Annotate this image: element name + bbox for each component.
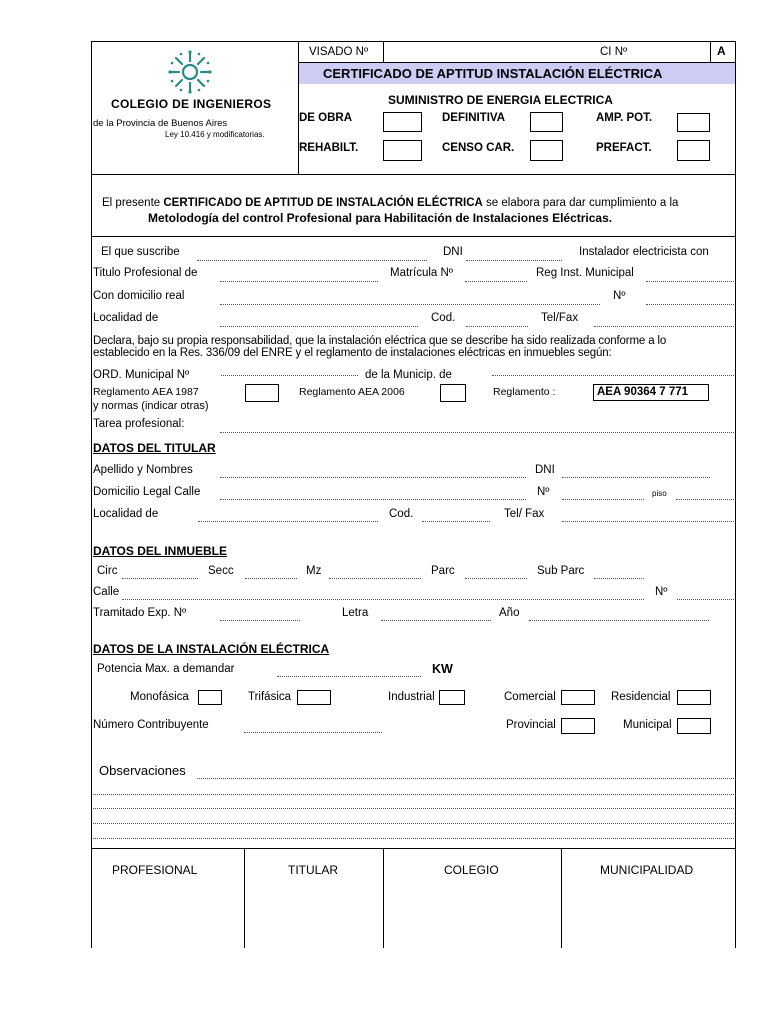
localidad-field[interactable] [220, 326, 418, 327]
titular-numero-field[interactable] [562, 499, 644, 500]
reg-inst-label: Reg Inst. Municipal [536, 267, 634, 279]
domicilio-label: Con domicilio real [93, 290, 185, 302]
opt-definitiva-label: DEFINITIVA [442, 112, 506, 124]
titular-domicilio-field[interactable] [220, 499, 526, 500]
circ-field[interactable] [122, 578, 198, 579]
letter-divider [710, 41, 711, 62]
opt-prefact-checkbox[interactable] [677, 140, 710, 161]
titular-dni-label: DNI [535, 464, 555, 476]
titular-dni-field[interactable] [562, 477, 710, 478]
titulo-field[interactable] [220, 281, 378, 282]
tarea-label: Tarea profesional: [93, 418, 185, 430]
secc-field[interactable] [245, 578, 297, 579]
industrial-checkbox[interactable] [439, 690, 465, 705]
opt-de-obra-checkbox[interactable] [383, 112, 422, 132]
declara-line-1: Declara, bajo su propia responsabilidad, que la instalación eléctrica que se describe ha sido realizada conforme a lo [93, 335, 667, 347]
ci-label: CI Nº [600, 46, 628, 58]
titular-heading: DATOS DEL TITULAR [93, 441, 216, 455]
municipal-label: Municipal [623, 719, 672, 731]
mz-field[interactable] [329, 578, 421, 579]
parc-field[interactable] [465, 578, 527, 579]
titular-cod-label: Cod. [389, 508, 414, 520]
trifasica-label: Trifásica [248, 691, 292, 703]
tarea-field[interactable] [220, 432, 734, 433]
header-bottom [91, 174, 736, 175]
telfax-label: Tel/Fax [541, 312, 579, 324]
subparc-field[interactable] [594, 578, 644, 579]
page-subtitle: SUMINISTRO DE ENERGIA ELECTRICA [388, 93, 613, 107]
residencial-label: Residencial [611, 691, 671, 703]
firma-colegio-label: COLEGIO [444, 863, 499, 877]
circ-label: Circ [97, 565, 118, 577]
letra-field[interactable] [381, 620, 491, 621]
titulo-label: Titulo Profesional de [93, 267, 198, 279]
titular-domicilio-label: Domicilio Legal Calle [93, 486, 201, 498]
opt-censo-car-label: CENSO CAR. [442, 142, 515, 154]
reg-inst-field[interactable] [646, 281, 734, 282]
titular-cod-field[interactable] [422, 521, 490, 522]
dni-label: DNI [443, 246, 463, 258]
reg-1987-label: Reglamento AEA 1987 [93, 386, 199, 398]
domicilio-numero-field[interactable] [646, 304, 734, 305]
tramitado-label: Tramitado Exp. Nº [93, 607, 187, 619]
municipal-checkbox[interactable] [677, 718, 711, 734]
org-province: de la Provincia de Buenos Aires [93, 118, 228, 129]
potencia-label: Potencia Max. a demandar [97, 663, 235, 675]
matricula-field[interactable] [465, 281, 527, 282]
reg-1987-checkbox[interactable] [245, 384, 279, 402]
titular-telfax-field[interactable] [562, 521, 734, 522]
header-divider [298, 41, 299, 174]
frame-right [735, 41, 736, 948]
anio-field[interactable] [529, 620, 709, 621]
matricula-label: Matrícula Nº [390, 267, 453, 279]
localidad-label: Localidad de [93, 312, 159, 324]
residencial-checkbox[interactable] [677, 690, 711, 705]
calle-label: Calle [93, 586, 120, 598]
provincial-label: Provincial [506, 719, 556, 731]
domicilio-numero-label: Nº [613, 290, 626, 302]
form-letter: A [717, 44, 726, 58]
titular-piso-label: piso [652, 489, 667, 498]
firma-div-1 [244, 848, 245, 948]
comercial-label: Comercial [504, 691, 556, 703]
el-que-suscribe-field[interactable] [197, 260, 427, 261]
titular-localidad-field[interactable] [198, 521, 378, 522]
calle-numero-field[interactable] [677, 599, 734, 600]
opt-definitiva-checkbox[interactable] [530, 112, 563, 132]
el-que-suscribe-label: El que suscribe [101, 246, 180, 258]
anio-label: Año [499, 607, 520, 619]
ord-field[interactable] [221, 375, 358, 376]
intro-pre: El presente [102, 197, 164, 209]
opt-censo-car-checkbox[interactable] [530, 140, 563, 161]
observaciones-line-1[interactable] [197, 778, 734, 779]
secc-label: Secc [208, 565, 234, 577]
org-law: Ley 10.416 y modificatorias. [165, 130, 265, 139]
monofasica-checkbox[interactable] [198, 690, 222, 705]
page-title: CERTIFICADO DE APTITUD INSTALACIÓN ELÉCTRICA [323, 66, 663, 81]
reg-2006-checkbox[interactable] [440, 384, 466, 402]
firma-titular-label: TITULAR [288, 863, 339, 877]
observaciones-line-5[interactable] [93, 838, 734, 839]
opt-de-obra-label: DE OBRA [299, 112, 353, 124]
calle-numero-label: Nº [655, 586, 668, 598]
reglamento-value: AEA 90364 7 771 [597, 386, 689, 398]
municip-field[interactable] [492, 375, 734, 376]
inmueble-heading: DATOS DEL INMUEBLE [93, 544, 228, 558]
observaciones-line-3[interactable] [93, 808, 734, 809]
comercial-checkbox[interactable] [561, 690, 595, 705]
intro-bottom [91, 236, 736, 237]
cod-field[interactable] [466, 326, 528, 327]
contribuyente-label: Número Contribuyente [93, 719, 209, 731]
titular-localidad-label: Localidad de [93, 508, 159, 520]
calle-field[interactable] [122, 599, 644, 600]
reg-2006-label: Reglamento AEA 2006 [299, 386, 405, 398]
tramitado-field[interactable] [220, 620, 300, 621]
subparc-label: Sub Parc [537, 565, 585, 577]
municip-label: de la Municip. de [365, 369, 452, 381]
letra-label: Letra [342, 607, 369, 619]
firmas-top [91, 848, 736, 849]
intro-line-1 [102, 197, 678, 209]
telfax-field[interactable] [594, 326, 734, 327]
opt-amp-pot-label: AMP. POT. [596, 112, 653, 124]
provincial-checkbox[interactable] [561, 718, 595, 734]
firma-profesional-label: PROFESIONAL [112, 863, 198, 877]
declara-line-2: establecido en la Res. 336/09 del ENRE y el reglamento de instalaciones eléctricas en inmuebles según: [93, 347, 612, 359]
industrial-label: Industrial [388, 691, 435, 703]
parc-label: Parc [431, 565, 455, 577]
intro-line-2: Metolodogía del control Profesional para Habilitación de Instalaciones Eléctricas. [148, 211, 613, 225]
firma-div-3 [561, 848, 562, 948]
observaciones-label: Observaciones [99, 763, 186, 778]
monofasica-label: Monofásica [130, 691, 189, 703]
intro-bold: CERTIFICADO DE APTITUD DE INSTALACIÓN ELÉCTRICA [163, 197, 483, 209]
colegio-logo-icon [168, 50, 212, 94]
opt-rehabilit-label: REHABILT. [299, 142, 359, 154]
kw-label: KW [432, 662, 453, 676]
opt-amp-pot-checkbox[interactable] [677, 113, 710, 132]
titular-telfax-label: Tel/ Fax [504, 508, 545, 520]
titular-piso-field[interactable] [676, 499, 734, 500]
frame-top [91, 41, 736, 42]
frame-left [91, 41, 92, 948]
opt-prefact-label: PREFACT. [596, 142, 652, 154]
potencia-field[interactable] [277, 676, 421, 677]
org-name: COLEGIO DE INGENIEROS [111, 97, 272, 111]
domicilio-field[interactable] [220, 304, 600, 305]
observaciones-line-4[interactable] [93, 823, 734, 824]
instalador-label: Instalador electricista con [579, 246, 709, 258]
opt-rehabilit-checkbox[interactable] [383, 140, 422, 161]
titular-apellido-field[interactable] [220, 477, 526, 478]
trifasica-checkbox[interactable] [297, 690, 331, 705]
firma-div-2 [383, 848, 384, 948]
dni-field[interactable] [466, 260, 562, 261]
firma-municipalidad-label: MUNICIPALIDAD [600, 863, 694, 877]
visado-label: VISADO Nº [309, 46, 369, 58]
ord-label: ORD. Municipal Nº [93, 369, 190, 381]
instalacion-heading: DATOS DE LA INSTALACIÓN ELÉCTRICA [93, 642, 330, 656]
intro-post: se elabora para dar cumplimiento a la [482, 197, 679, 209]
contribuyente-field[interactable] [244, 732, 382, 733]
mz-label: Mz [306, 565, 322, 577]
observaciones-line-2[interactable] [93, 794, 734, 795]
visado-divider [383, 41, 384, 62]
titular-apellido-label: Apellido y Nombres [93, 464, 193, 476]
reglamento-label: Reglamento : [493, 386, 556, 398]
titular-numero-label: Nº [537, 486, 550, 498]
cod-label: Cod. [431, 312, 456, 324]
normas-label: y normas (indicar otras) [93, 400, 209, 412]
